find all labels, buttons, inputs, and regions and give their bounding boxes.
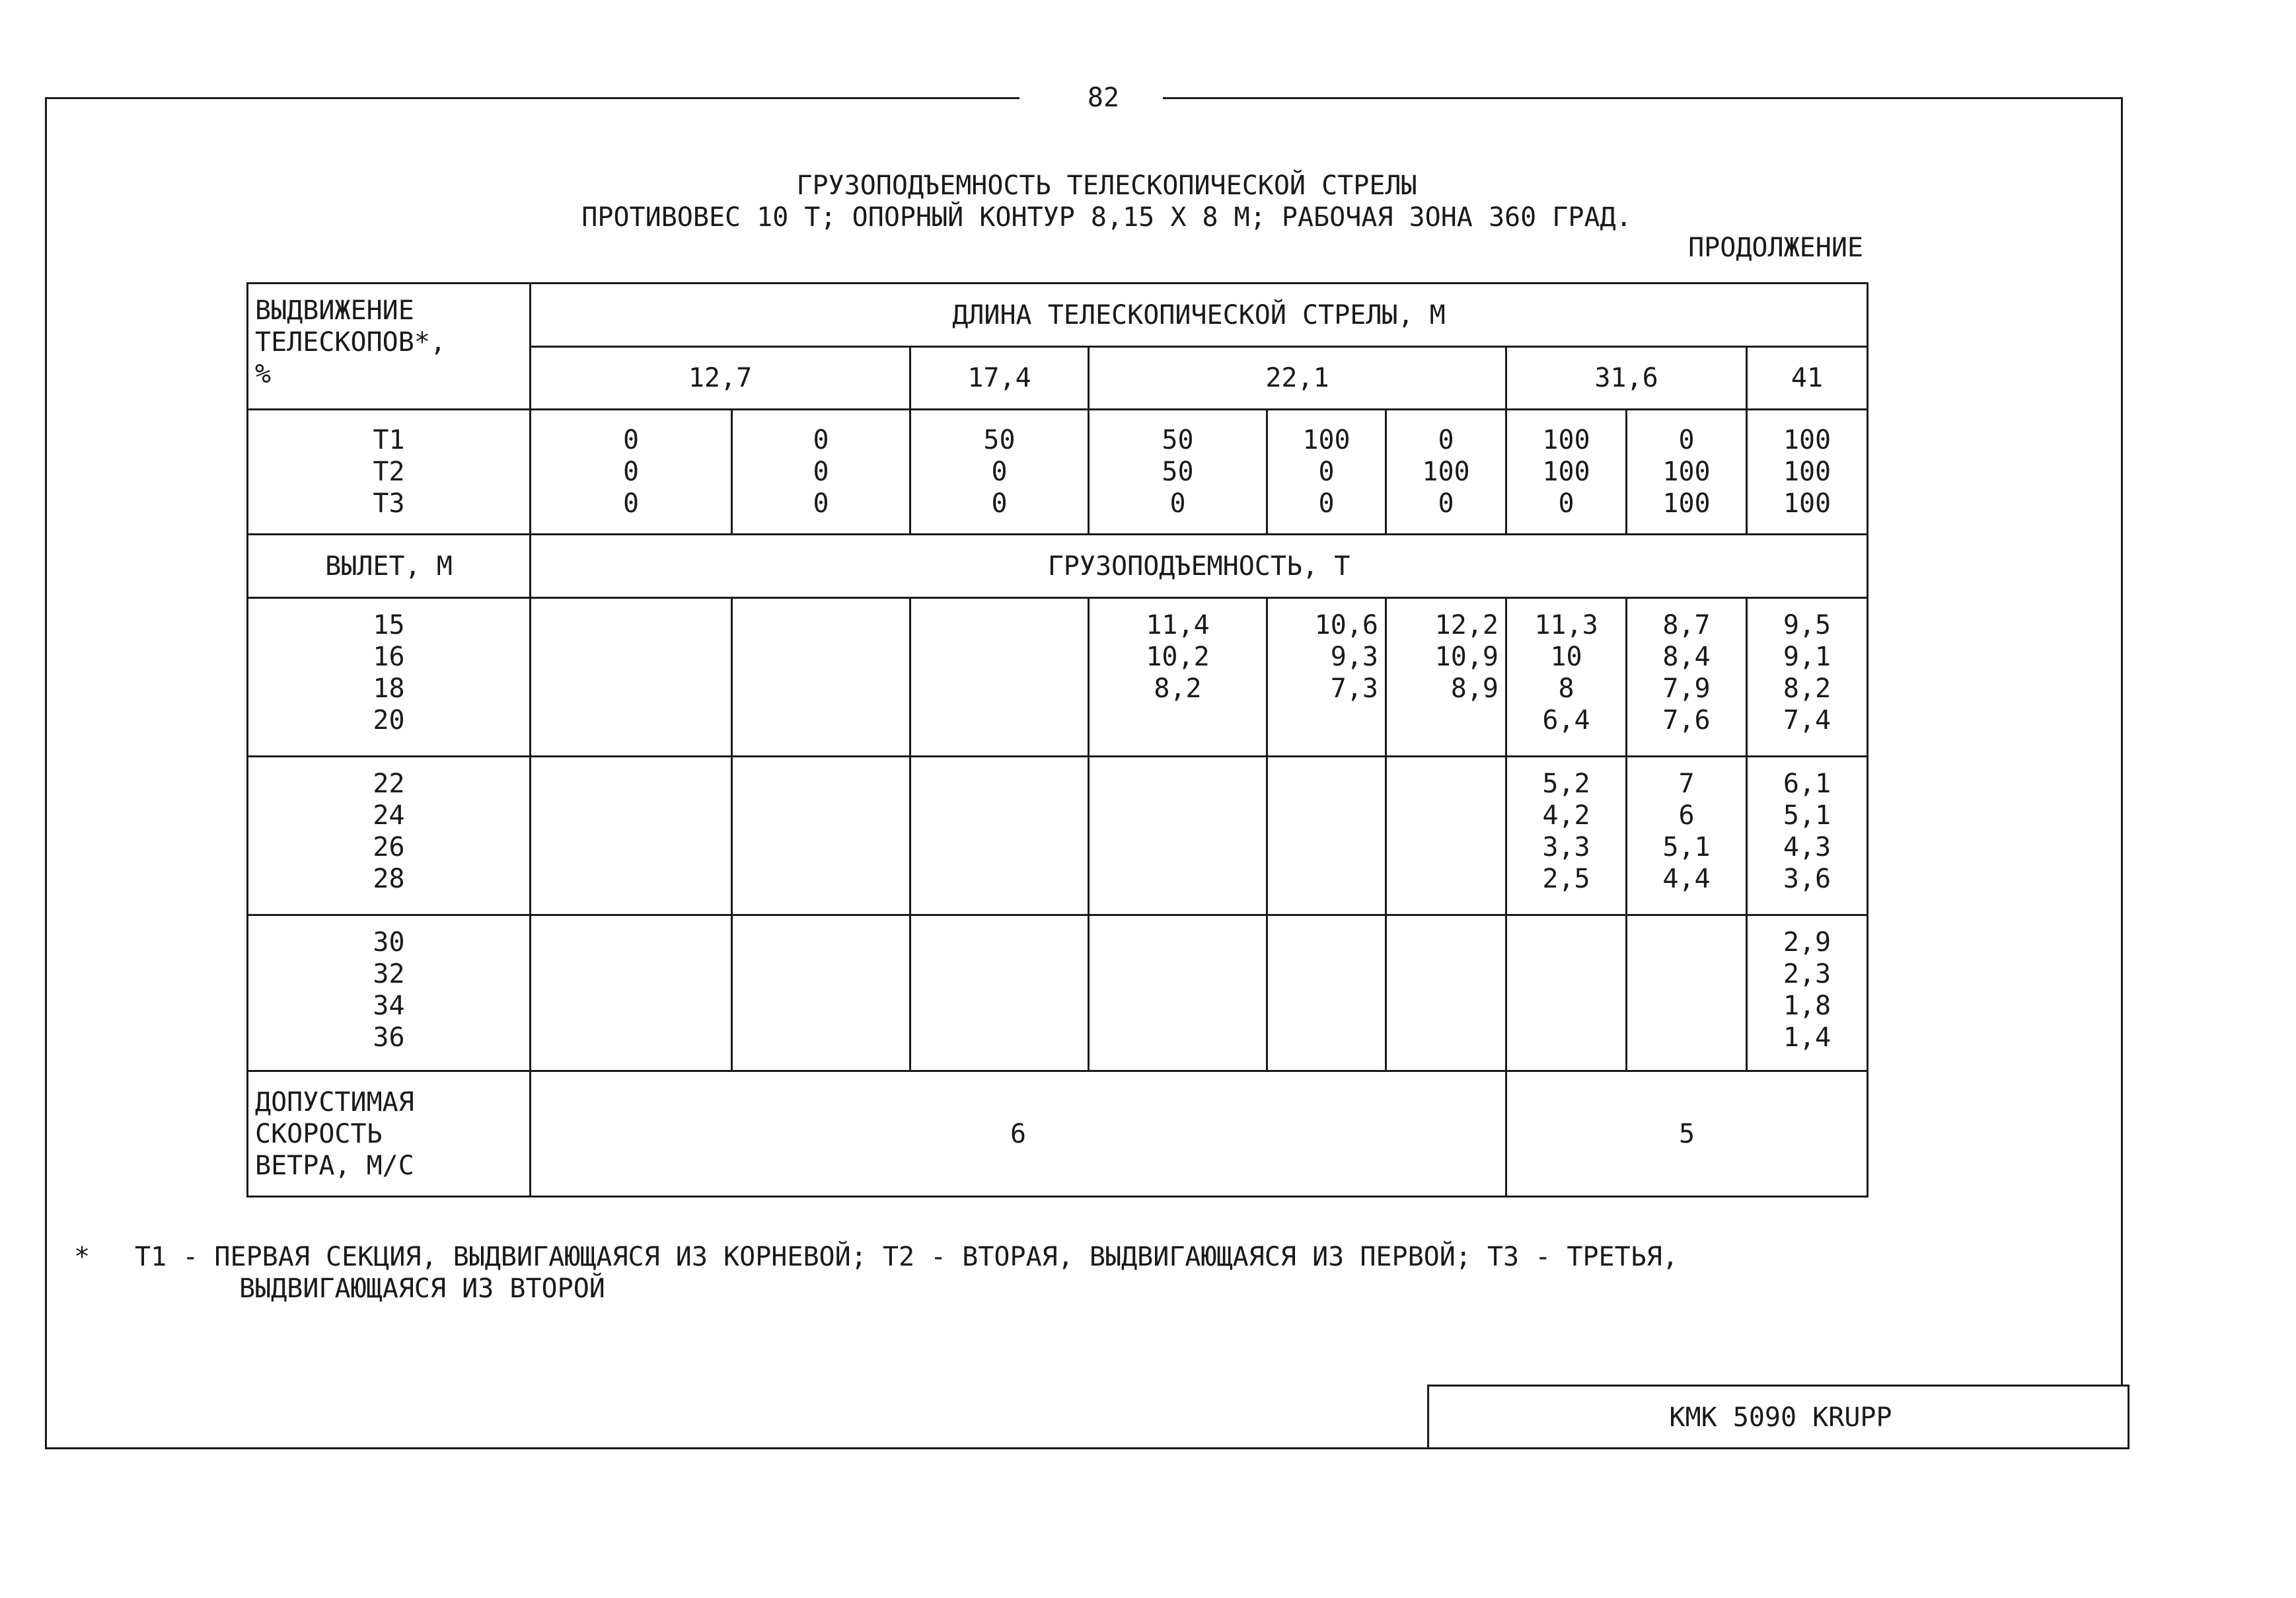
continuation-label: ПРОДОЛЖЕНИЕ xyxy=(1688,233,1863,263)
capacity-cell xyxy=(531,598,732,757)
capacity-cell xyxy=(531,757,732,915)
table-row xyxy=(248,757,1868,915)
footnote-line-2: ВЫДВИГАЮЩАЯСЯ ИЗ ВТОРОЙ xyxy=(239,1274,605,1304)
load-capacity-table xyxy=(246,282,1869,1198)
wind-value: 5 xyxy=(1506,1071,1868,1197)
capacity-cell xyxy=(1386,757,1506,915)
capacity-cell: 2,9 2,3 1,8 1,4 xyxy=(1747,915,1868,1071)
telescope-cell: 0 100 0 xyxy=(1386,410,1506,535)
boom-length-cell: 41 xyxy=(1747,347,1868,410)
frame-top-left xyxy=(45,97,1019,99)
capacity-cell xyxy=(910,598,1089,757)
boom-length-cell: 17,4 xyxy=(910,347,1089,410)
header-row-1 xyxy=(248,284,1868,347)
wind-label: ДОПУСТИМАЯ СКОРОСТЬ ВЕТРА, М/С xyxy=(248,1071,531,1197)
boom-length-cell: 12,7 xyxy=(531,347,910,410)
telescope-cell: 100 100 100 xyxy=(1747,410,1868,535)
capacity-cell: 11,3 10 8 6,4 xyxy=(1506,598,1627,757)
frame-top-right xyxy=(1158,97,2123,99)
capacity-cell xyxy=(1267,757,1386,915)
telescope-cell: 50 0 0 xyxy=(910,410,1089,535)
telescope-labels: Т1 Т2 Т3 xyxy=(248,410,531,535)
table-row xyxy=(248,915,1868,1071)
capacity-cell: 8,7 8,4 7,9 7,6 xyxy=(1627,598,1747,757)
capacity-cell xyxy=(732,757,910,915)
boom-length-cell: 22,1 xyxy=(1089,347,1506,410)
capacity-cell: 5,2 4,2 3,3 2,5 xyxy=(1506,757,1627,915)
telescope-cell: 50 50 0 xyxy=(1089,410,1267,535)
capacity-cell xyxy=(531,915,732,1071)
capacity-cell xyxy=(732,915,910,1071)
capacity-cell: 11,4 10,2 8,2 xyxy=(1089,598,1267,757)
radius-cell: 22 24 26 28 xyxy=(248,757,531,915)
table-title: ГРУЗОПОДЪЕМНОСТЬ ТЕЛЕСКОПИЧЕСКОЙ СТРЕЛЫ xyxy=(796,171,1417,201)
frame-left xyxy=(45,97,47,1449)
capacity-cell xyxy=(1267,915,1386,1071)
document-code: КМК 5090 KRUPP xyxy=(1669,1402,1892,1433)
capacity-header: ГРУЗОПОДЪЕМНОСТЬ, Т xyxy=(531,535,1868,598)
telescope-cell: 0 0 0 xyxy=(531,410,732,535)
page-number: 82 xyxy=(1044,78,1163,118)
capacity-cell xyxy=(1089,915,1267,1071)
frame-right xyxy=(2121,97,2123,1385)
capacity-cell xyxy=(910,757,1089,915)
extension-header: ВЫДВИЖЕНИЕ ТЕЛЕСКОПОВ*, % xyxy=(248,284,531,410)
capacity-cell xyxy=(1386,915,1506,1071)
telescope-cell: 0 100 100 xyxy=(1627,410,1747,535)
boom-length-header: ДЛИНА ТЕЛЕСКОПИЧЕСКОЙ СТРЕЛЫ, М xyxy=(531,284,1868,347)
capacity-cell xyxy=(1089,757,1267,915)
footnote-marker: * xyxy=(74,1242,91,1272)
capacity-cell: 10,6 9,3 7,3 xyxy=(1267,598,1386,757)
telescope-row xyxy=(248,410,1868,535)
capacity-cell xyxy=(1506,915,1627,1071)
table-subtitle: ПРОТИВОВЕС 10 Т; ОПОРНЫЙ КОНТУР 8,15 Х 8 М; РАБОЧАЯ ЗОНА 360 ГРАД. xyxy=(581,202,1632,233)
capacity-cell xyxy=(732,598,910,757)
telescope-cell: 100 100 0 xyxy=(1506,410,1627,535)
section-header-row xyxy=(248,535,1868,598)
capacity-cell: 6,1 5,1 4,3 3,6 xyxy=(1747,757,1868,915)
radius-cell: 15 16 18 20 xyxy=(248,598,531,757)
capacity-cell xyxy=(1627,915,1747,1071)
wind-value: 6 xyxy=(531,1071,1506,1197)
footnote-line-1: Т1 - ПЕРВАЯ СЕКЦИЯ, ВЫДВИГАЮЩАЯСЯ ИЗ КОРНЕВОЙ; Т2 - ВТОРАЯ, ВЫДВИГАЮЩАЯСЯ ИЗ ПЕРВОЙ; Т3 - ТРЕТЬЯ, xyxy=(135,1242,1678,1272)
wind-row xyxy=(248,1071,1868,1197)
telescope-cell: 0 0 0 xyxy=(732,410,910,535)
capacity-cell: 9,5 9,1 8,2 7,4 xyxy=(1747,598,1868,757)
radius-header: ВЫЛЕТ, М xyxy=(248,535,531,598)
table-row xyxy=(248,598,1868,757)
stamp-left-border xyxy=(1427,1385,1429,1449)
capacity-cell xyxy=(910,915,1089,1071)
telescope-cell: 100 0 0 xyxy=(1267,410,1386,535)
capacity-cell: 12,2 10,9 8,9 xyxy=(1386,598,1506,757)
boom-length-cell: 31,6 xyxy=(1506,347,1747,410)
capacity-cell: 7 6 5,1 4,4 xyxy=(1627,757,1747,915)
radius-cell: 30 32 34 36 xyxy=(248,915,531,1071)
